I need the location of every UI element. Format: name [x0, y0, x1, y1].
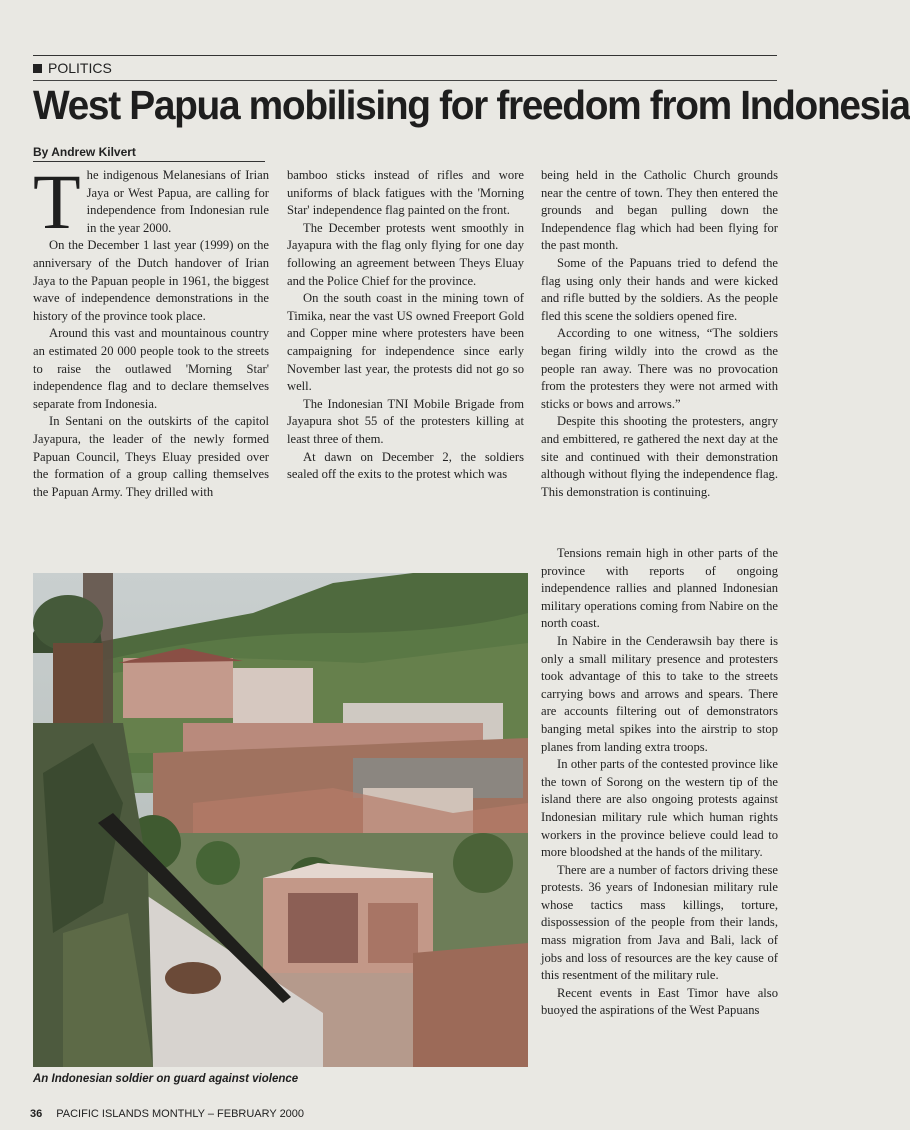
top-rule — [33, 55, 777, 56]
headline: West Papua mobilising for freedom from Indonesia — [33, 82, 910, 128]
paragraph: In other parts of the contested province like the town of Sorong on the western tip of the island there are also ongoing protests against Indonesian military rule which human rights workers in the province believe could lead to more bloodshed at the hands of the military. — [541, 757, 778, 860]
section-text: POLITICS — [48, 60, 112, 76]
paragraph: There are a number of factors driving these protests. 36 years of Indonesian military rule whose tactics mass killings, torture, dispossession of the people from their lands, mass migration from Java and Bali, lack of jobs and loss of resources are the key cause of this resentment of the military rule. — [541, 862, 778, 983]
paragraph: being held in the Catholic Church grounds near the centre of town. They then entered the grounds and began pulling down the Independence flag which had been flying for the past month. — [541, 168, 778, 253]
paragraph: Recent events in East Timor have also buoyed the aspirations of the West Papuans — [541, 985, 778, 1018]
soldier-photo — [33, 573, 528, 1067]
paragraph — [33, 158, 269, 245]
paragraph: At dawn on December 2, the soldiers sealed off the exits to the protest which was — [287, 449, 524, 482]
drop-cap: T — [33, 158, 81, 245]
page-footer — [30, 1108, 304, 1120]
page-number: 36 — [30, 1108, 43, 1120]
paragraph: In Sentani on the outskirts of the capitol Jayapura, the leader of the newly formed Papuan Council, Theys Eluay presided over the formation of a group calling themselves the Papuan Army. They drilled with — [33, 414, 269, 499]
publication-name: PACIFIC ISLANDS MONTHLY – FEBRUARY 2000 — [56, 1108, 305, 1120]
title-rule — [33, 80, 777, 81]
byline: By Andrew Kilvert — [33, 145, 136, 159]
paragraph: Despite this shooting the protesters, angry and embittered, re gathered the next day at the site and continued with their demonstration although without flying the independence flag. This demonstration is continuing. — [541, 414, 778, 499]
paragraph: bamboo sticks instead of rifles and wore uniforms of black fatigues with the 'Morning Star' independence flag painted on the front. — [287, 168, 524, 218]
column-2 — [287, 167, 524, 484]
paragraph: The Indonesian TNI Mobile Brigade from Jayapura shot 55 of the protesters killing at least three of them. — [287, 396, 524, 446]
paragraph: On the December 1 last year (1999) on the anniversary of the Dutch handover of Irian Jaya to the Papuan people in 1961, the biggest wave of independence demonstrations in the history of the province took place. — [33, 238, 269, 323]
paragraph-text: he indigenous Melanesians of Irian Jaya or West Papua, are calling for independence from Indonesian rule in the year 2000. — [86, 168, 269, 235]
section-label — [33, 60, 112, 76]
column-3-continued — [541, 545, 778, 1020]
paragraph: According to one witness, “The soldiers began firing wildly into the crowd as the people ran away. There was no provocation from the protesters they were not armed with sticks or bows and arrows.” — [541, 326, 778, 411]
paragraph: Around this vast and mountainous country an estimated 20 000 people took to the streets to raise the outlawed 'Morning Star' independence flag and to declare themselves separate from Indonesia. — [33, 326, 269, 411]
paragraph: On the south coast in the mining town of Timika, near the vast US owned Freeport Gold and Copper mine where protesters have been campaigning for independence since early November last year, the protests did not go so well. — [287, 291, 524, 394]
photo-illustration — [33, 573, 528, 1067]
paragraph: In Nabire in the Cenderawsih bay there is only a small military presence and protesters took advantage of this to take to the streets carrying bows and arrows and spears. There are accounts filtering out of demonstrators banging metal spikes into the airstrip to stop planes from landing extra troops. — [541, 633, 778, 754]
square-bullet-icon — [33, 64, 42, 73]
paragraph: Tensions remain high in other parts of the province with reports of ongoing independence rallies and planned Indonesian military operations coming from Nabire on the north coast. — [541, 546, 778, 631]
paragraph: Some of the Papuans tried to defend the flag using only their hands and were kicked and rifle butted by the soldiers. As the people fled this scene the soldiers opened fire. — [541, 255, 778, 323]
column-3 — [541, 167, 778, 501]
column-1 — [33, 158, 269, 501]
paragraph: The December protests went smoothly in Jayapura with the flag only flying for one day following an agreement between Theys Eluay and the Police Chief for the province. — [287, 220, 524, 288]
photo-caption: An Indonesian soldier on guard against violence — [33, 1073, 299, 1085]
